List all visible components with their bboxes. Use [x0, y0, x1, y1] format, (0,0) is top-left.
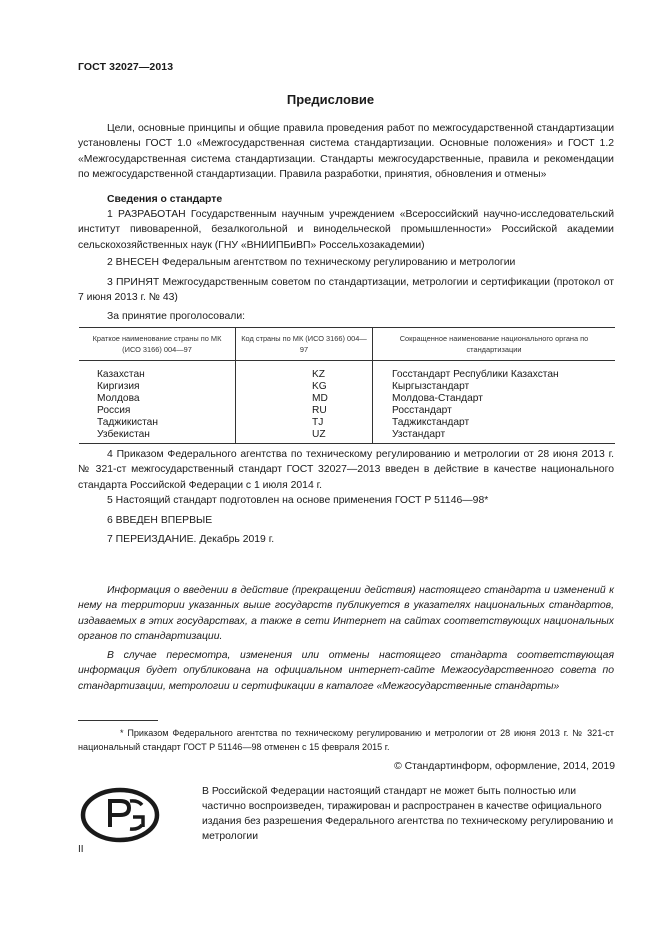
body-cell: Кыргызстандарт — [373, 381, 616, 393]
body-cell: Молдова-Стандарт — [373, 393, 616, 405]
document-code: ГОСТ 32027—2013 — [78, 61, 174, 73]
country-cell: Молдова — [97, 393, 140, 404]
code-cell: UZ — [236, 429, 373, 444]
table-row — [79, 393, 615, 405]
table-header-row — [79, 328, 615, 361]
code-cell: MD — [236, 393, 373, 405]
body-cell: Узстандарт — [373, 429, 616, 444]
table-header-country: Краткое наименование страны по МК (ИСО 3166) 004—97 — [79, 328, 236, 361]
body-cell: Госстандарт Республики Казахстан — [373, 361, 616, 382]
item-3: 3 ПРИНЯТ Межгосударственным советом по стандартизации, метрологии и сертификации (протокол от 7 июня 2013 г. № 43) — [78, 277, 614, 304]
item-1: 1 РАЗРАБОТАН Государственным научным учреждением «Всероссийский научно-исследовательский институт пивоваренной, безалкогольной и винодельческой промышленности» Российской академии сельскохозяйственных наук (ГНУ «ВНИИПБиВП» Россельхозакадемии) — [78, 209, 614, 251]
voting-table — [79, 327, 615, 444]
code-cell: KG — [236, 381, 373, 393]
table-row — [79, 381, 615, 393]
item-2: 2 ВНЕСЕН Федеральным агентством по техническому регулированию и метрологии — [107, 257, 516, 268]
country-cell: Казахстан — [97, 369, 145, 380]
country-cell: Узбекистан — [79, 429, 236, 444]
code-cell: RU — [236, 405, 373, 417]
rst-certification-mark-icon — [80, 787, 160, 843]
reproduction-notice: В Российской Федерации настоящий стандарт не может быть полностью или частично воспроизведен, тиражирован и распространен в качестве официального издания без разрешения Федерального агентства по техническому регулированию и метрологии — [202, 786, 614, 842]
item-4: 4 Приказом Федерального агентства по техническому регулированию и метрологии от 28 июня 2013 г. № 321-ст межгосударственный стандарт ГОСТ 32027—2013 введен в действие в качестве национального стандарта Российской Федерации с 1 июля 2014 г. — [78, 449, 614, 491]
table-header-body: Сокращенное наименование национального органа по стандартизации — [373, 328, 616, 361]
body-cell: Росстандарт — [373, 405, 616, 417]
info-paragraph-1: Информация о введении в действие (прекращении действия) настоящего стандарта и изменений к нему на территории указанных выше государств публикуется в указателях национальных стандартов, издаваемых в этих государствах, а также в сети Интернет на сайтах соответствующих национальных органов по стандартизации. — [78, 585, 614, 643]
table-header-code: Код страны по МК (ИСО 3166) 004—97 — [236, 328, 373, 361]
code-cell: TJ — [236, 417, 373, 429]
info-paragraph-2: В случае пересмотра, изменения или отмены настоящего стандарта соответствующая информация будет опубликована на официальном интернет-сайте Межгосударственного совета по стандартизации, метрологии и сертификации в каталоге «Межгосударственные стандарты» — [78, 650, 614, 692]
table-row — [79, 429, 615, 444]
table-row — [79, 361, 615, 382]
footnote-divider — [78, 720, 158, 721]
voted-label: За принятие проголосовали: — [107, 311, 246, 322]
item-7: 7 ПЕРЕИЗДАНИЕ. Декабрь 2019 г. — [107, 534, 275, 545]
item-5: 5 Настоящий стандарт подготовлен на основе применения ГОСТ Р 51146—98* — [107, 495, 489, 506]
item-6: 6 ВВЕДЕН ВПЕРВЫЕ — [107, 515, 213, 526]
table-row — [79, 405, 615, 417]
body-cell: Таджикстандарт — [373, 417, 616, 429]
code-cell: KZ — [236, 361, 373, 382]
intro-paragraph: Цели, основные принципы и общие правила проведения работ по межгосударственной стандартизации установлены ГОСТ 1.0 «Межгосударственная система стандартизации. Основные положения» и ГОСТ 1.2 «Межгосударственная система стандартизации. Стандарты межгосударственные, правила и рекомендации по межгосударственной стандартизации. Правила разработки, принятия, обновления и отмены» — [78, 123, 614, 181]
page-title: Предисловие — [286, 92, 375, 107]
country-cell: Таджикистан — [97, 417, 158, 428]
country-cell: Киргизия — [97, 381, 140, 392]
page-number: II — [78, 844, 84, 855]
section-heading: Сведения о стандарте — [107, 194, 223, 205]
footnote: * Приказом Федерального агентства по техническому регулированию и метрологии от 28 июня 2013 г. № 321-ст национальный стандарт ГОСТ Р 51146—98 отменен с 15 февраля 2015 г. — [78, 728, 614, 752]
copyright-line: © Стандартинформ, оформление, 2014, 2019 — [394, 761, 615, 772]
table-row — [79, 417, 615, 429]
country-cell: Россия — [97, 405, 131, 416]
